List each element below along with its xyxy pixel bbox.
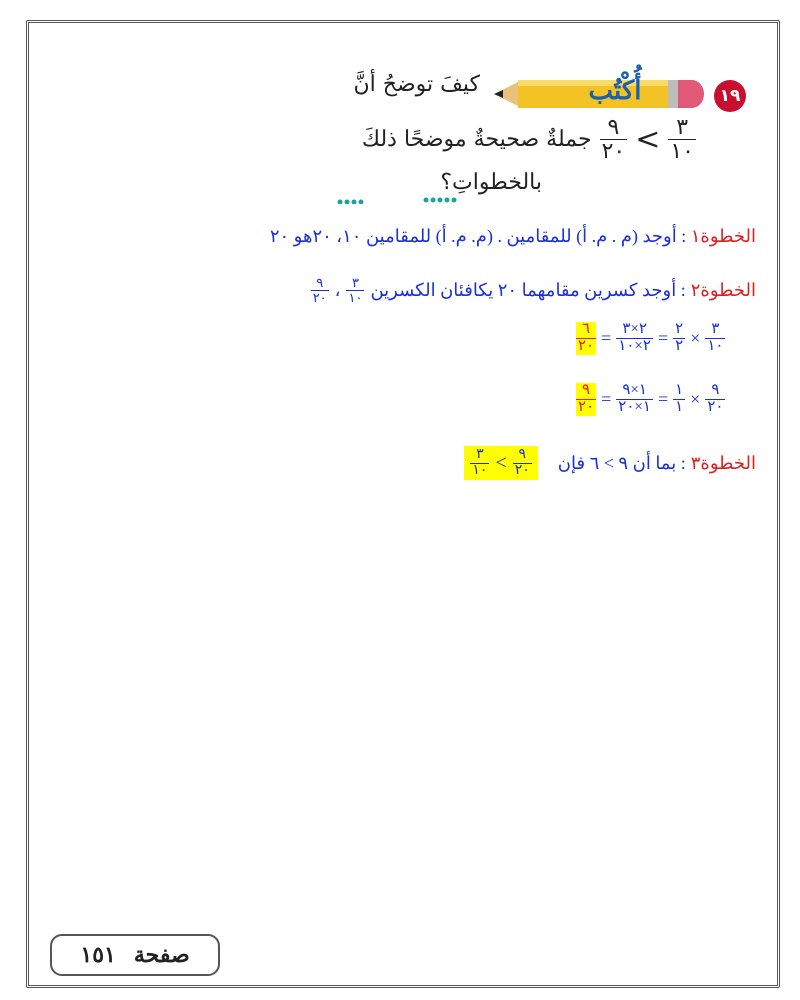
step-3-left-fraction: $\frac{٣}{١٠}$ <box>472 447 488 478</box>
page-number-box <box>50 934 220 976</box>
step-3 <box>464 446 756 480</box>
step-1-text: : أوجد (م . م. أ) للمقامين . (م. م. أ) للمقامين ١٠، ٢٠هو ٢٠ <box>269 226 687 246</box>
equation-1: $\frac{٦}{٢٠}$ = $\frac{٢\times ٣}{٢\times ١٠}$ = $\frac{٢}{٢}$ × $\frac{٣}{١٠}$ <box>578 321 724 354</box>
step-3-right-fraction: $\frac{٩}{٢٠}$ <box>514 447 530 478</box>
question-line-2-text: جملةٌ صحيحةٌ موضحًا ذلكَ <box>361 127 592 153</box>
question-fraction-left: $\frac{٣}{١٠}$ <box>670 115 694 165</box>
question-number: ١٩ <box>719 86 741 106</box>
step-1 <box>270 226 756 247</box>
eq-1-fraction: $\frac{٣}{١٠}$ <box>707 321 724 354</box>
eq-1-result: $\frac{٦}{٢٠}$ <box>578 321 595 354</box>
step-3-label: الخطوة٣ <box>690 452 756 473</box>
eq-1-product: $\frac{٢\times ٣}{٢\times ١٠}$ <box>618 321 651 354</box>
step-2-fraction-1: $\frac{٣}{١٠}$ <box>348 275 363 305</box>
step-2 <box>309 276 756 304</box>
step-2-text: : أوجد كسرين مقامهما ٢٠ يكافئان الكسرين <box>370 279 686 300</box>
decorative-dots <box>336 196 466 204</box>
question-line-3: بالخطواتِ؟ <box>440 170 542 195</box>
eq-2-result: $\frac{٩}{٢٠}$ <box>578 382 595 415</box>
eq-2-multiplier: $\frac{١}{١}$ <box>675 382 684 415</box>
step-2-label: الخطوة٢ <box>690 279 756 300</box>
question-number-badge <box>714 80 746 112</box>
page-word: صفحة <box>133 942 190 968</box>
write-label: أُكْتُب <box>588 76 642 106</box>
step-3-conclusion <box>464 446 537 480</box>
page-border <box>26 20 780 988</box>
equation-2: $\frac{٩}{٢٠}$ = $\frac{١\times ٩}{١\times ٢٠}$ = $\frac{١}{١}$ × $\frac{٩}{٢٠}$ <box>578 382 724 415</box>
eq-2-product: $\frac{١\times ٩}{١\times ٢٠}$ <box>618 382 651 415</box>
step-2-separator: ، <box>334 279 341 300</box>
step-3-relation: < <box>495 451 507 474</box>
step-2-fraction-2: $\frac{٩}{٢٠}$ <box>312 275 327 305</box>
question-fraction-right: $\frac{٩}{٢٠}$ <box>601 115 626 165</box>
page-number: ١٥١ <box>80 942 116 968</box>
step-1-label: الخطوة١ <box>690 226 756 246</box>
question-relation: > <box>635 122 661 158</box>
question-line-1: كيفَ توضحُ أنَّ <box>353 72 480 97</box>
eq-1-multiplier: $\frac{٢}{٢}$ <box>675 321 684 354</box>
step-3-text: : بما أن ٩ > ٦ فإن <box>557 452 686 473</box>
eq-2-fraction: $\frac{٩}{٢٠}$ <box>707 382 724 415</box>
question-line-2 <box>362 116 698 163</box>
